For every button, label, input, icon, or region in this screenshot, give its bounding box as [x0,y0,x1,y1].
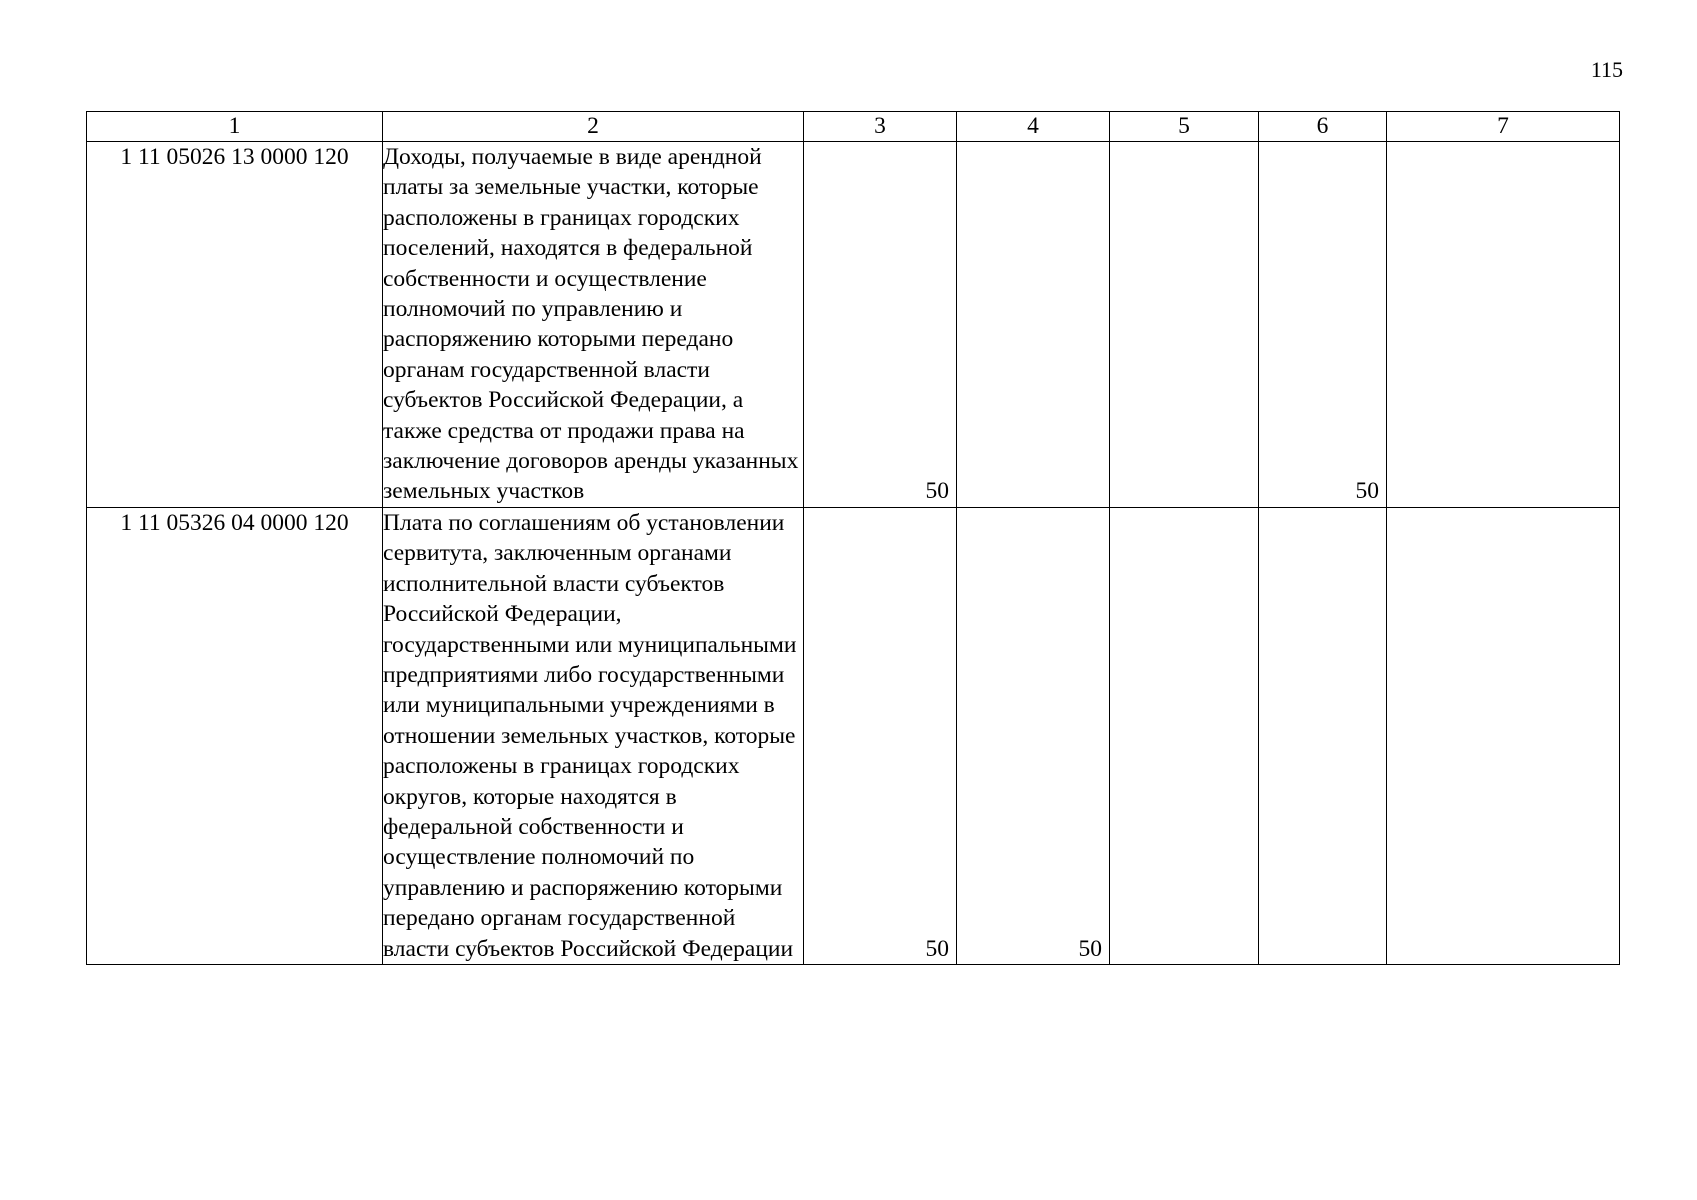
column-header-2: 2 [383,112,804,142]
value-cell-col-5 [1110,507,1259,964]
code-cell: 1 11 05326 04 0000 120 [87,507,383,964]
column-header-1: 1 [87,112,383,142]
table-row [87,507,1620,964]
column-header-4: 4 [957,112,1110,142]
value-cell-col-6: 50 [1259,142,1387,508]
value-cell-col-7 [1387,507,1620,964]
value-cell-col-3: 50 [804,507,957,964]
column-header-3: 3 [804,112,957,142]
value-cell-col-4 [957,142,1110,508]
table-row [87,142,1620,508]
value-cell-col-3: 50 [804,142,957,508]
code-cell: 1 11 05026 13 0000 120 [87,142,383,508]
column-header-6: 6 [1259,112,1387,142]
value-cell-col-6 [1259,507,1387,964]
budget-table [86,111,1620,965]
value-cell-col-7 [1387,142,1620,508]
value-cell-col-5 [1110,142,1259,508]
column-header-7: 7 [1387,112,1620,142]
value-cell-col-4: 50 [957,507,1110,964]
column-header-5: 5 [1110,112,1259,142]
description-cell: Доходы, получаемые в виде арендной платы за земельные участки, которые расположены в границах городских поселений, находятся в федеральной собственности и осуществление полномочий по управлению и распоряжению которыми передано органам государственной власти субъектов Российской Федерации, а также средства от продажи права на заключение договоров аренды указанных земельных участков [383,142,804,508]
header-row [87,112,1620,142]
description-cell: Плата по соглашениям об установлении сервитута, заключенным органами исполнительной власти субъектов Российской Федерации, государственными или муниципальными предприятиями либо государственными или муниципальными учреждениями в отношении земельных участков, которые расположены в границах городских округов, которые находятся в федеральной собственности и осуществление полномочий по управлению и распоряжению которыми передано органам государственной власти субъектов Российской Федерации [383,507,804,964]
page-number: 115 [1590,57,1623,82]
